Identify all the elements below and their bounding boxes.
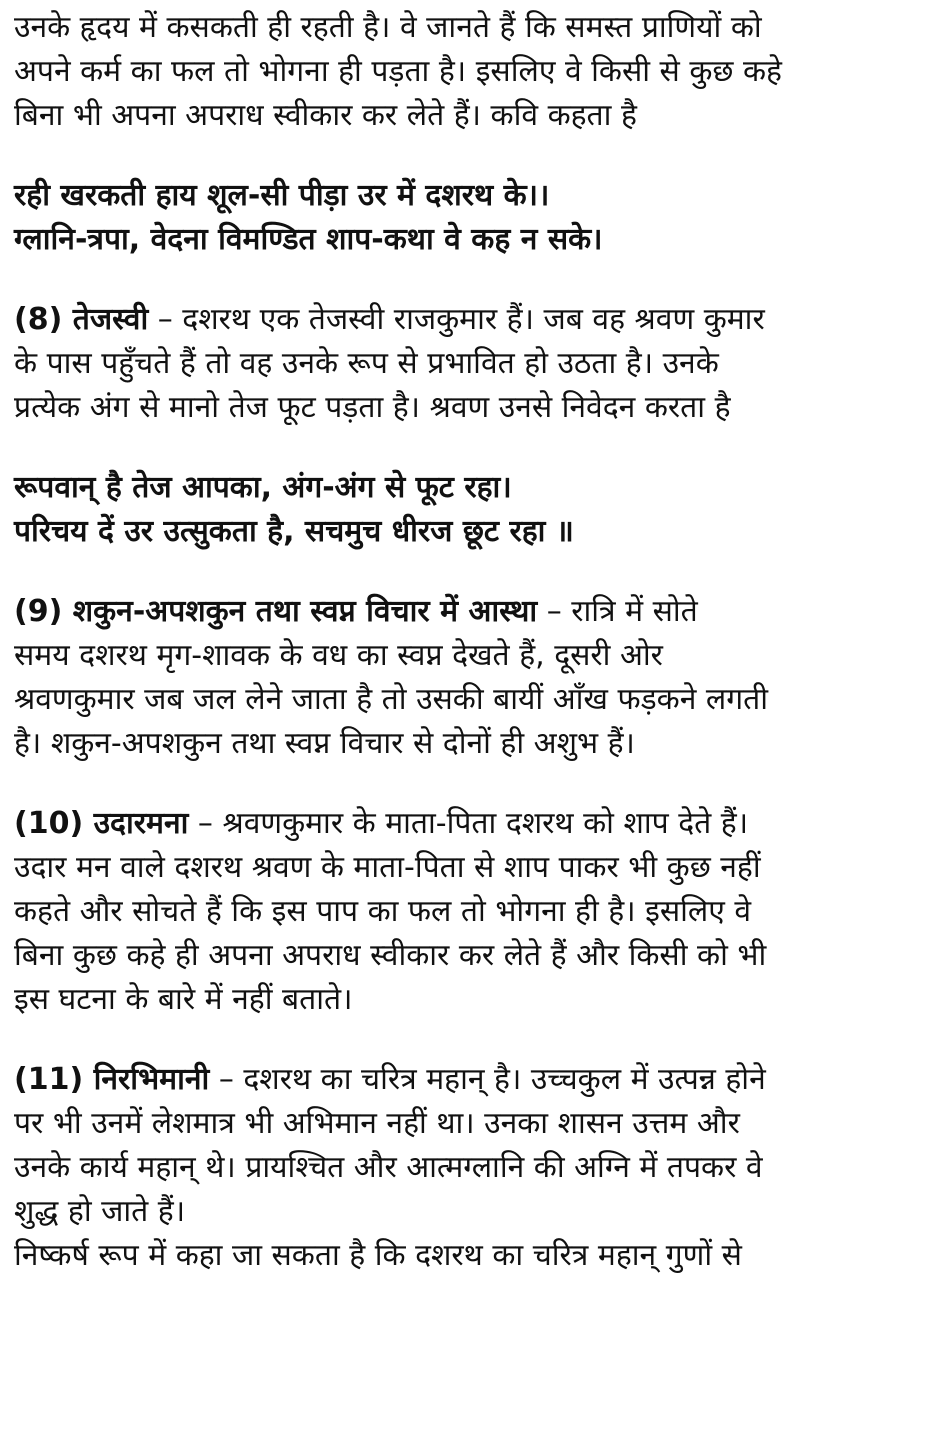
verse-line: रही खरकती हाय शूल-सी पीड़ा उर में दशरथ के।। [14, 178, 550, 213]
text-segment: – श्रवणकुमार के माता-पिता दशरथ को शाप देते हैं। [188, 806, 749, 841]
text-line: उदार मन वाले दशरथ श्रवण के माता-पिता से शाप पाकर भी कुछ नहीं [14, 850, 761, 885]
verse-line: ग्लानि-त्रपा, वेदना विमण्डित शाप-कथा वे कह न सके। [14, 222, 603, 257]
point-heading: (9) शकुन-अपशकुन तथा स्वप्न विचार में आस्था [14, 594, 538, 629]
text-line: इस घटना के बारे में नहीं बताते। [14, 982, 353, 1017]
text-line: उनके हृदय में कसकती ही रहती है। वे जानते हैं कि समस्त प्राणियों को [14, 10, 762, 45]
point-heading: (11) निरभिमानी [14, 1062, 210, 1097]
text-line: समय दशरथ मृग-शावक के वध का स्वप्न देखते हैं, दूसरी ओर [14, 638, 663, 673]
text-segment: – रात्रि में सोते [537, 594, 698, 629]
text-line [14, 802, 940, 846]
conclusion-paragraph [14, 1234, 940, 1278]
text-line: अपने कर्म का फल तो भोगना ही पड़ता है। इसलिए वे किसी से कुछ कहे [14, 54, 782, 89]
text-line [14, 298, 940, 342]
poem-verse-2 [14, 466, 940, 554]
text-line [14, 590, 940, 634]
point-8-paragraph [14, 298, 940, 430]
text-line: शुद्ध हो जाते हैं। [14, 1194, 186, 1229]
point-9-paragraph [14, 590, 940, 766]
point-heading: (10) उदारमना [14, 806, 189, 841]
text-line: बिना भी अपना अपराध स्वीकार कर लेते हैं। कवि कहता है [14, 98, 637, 133]
text-line: श्रवणकुमार जब जल लेने जाता है तो उसकी बायीं आँख फड़कने लगती [14, 682, 768, 717]
text-line: पर भी उनमें लेशमात्र भी अभिमान नहीं था। उनका शासन उत्तम और [14, 1106, 740, 1141]
text-line: उनके कार्य महान् थे। प्रायश्चित और आत्मग्लानि की अग्नि में तपकर वे [14, 1150, 763, 1185]
verse-line: परिचय दें उर उत्सुकता है, सचमुच धीरज छूट रहा ॥ [14, 514, 574, 549]
text-line: कहते और सोचते हैं कि इस पाप का फल तो भोगना ही है। इसलिए वे [14, 894, 752, 929]
text-segment: – दशरथ एक तेजस्वी राजकुमार हैं। जब वह श्रवण कुमार [148, 302, 765, 337]
text-line: प्रत्येक अंग से मानो तेज फूट पड़ता है। श्रवण उनसे निवेदन करता है [14, 390, 731, 425]
text-line: बिना कुछ कहे ही अपना अपराध स्वीकार कर लेते हैं और किसी को भी [14, 938, 767, 973]
point-10-paragraph [14, 802, 940, 1022]
intro-paragraph [14, 6, 940, 138]
poem-verse-1 [14, 174, 940, 262]
text-line: के पास पहुँचते हैं तो वह उनके रूप से प्रभावित हो उठता है। उनके [14, 346, 719, 381]
point-heading: (8) तेजस्वी [14, 302, 149, 337]
point-11-paragraph [14, 1058, 940, 1234]
text-line: निष्कर्ष रूप में कहा जा सकता है कि दशरथ का चरित्र महान् गुणों से [14, 1238, 742, 1273]
verse-line: रूपवान् है तेज आपका, अंग-अंग से फूट रहा। [14, 470, 512, 505]
text-line: है। शकुन-अपशकुन तथा स्वप्न विचार से दोनों ही अशुभ हैं। [14, 726, 635, 761]
text-line [14, 1058, 940, 1102]
text-segment: – दशरथ का चरित्र महान् है। उच्चकुल में उत्पन्न होने [209, 1062, 766, 1097]
